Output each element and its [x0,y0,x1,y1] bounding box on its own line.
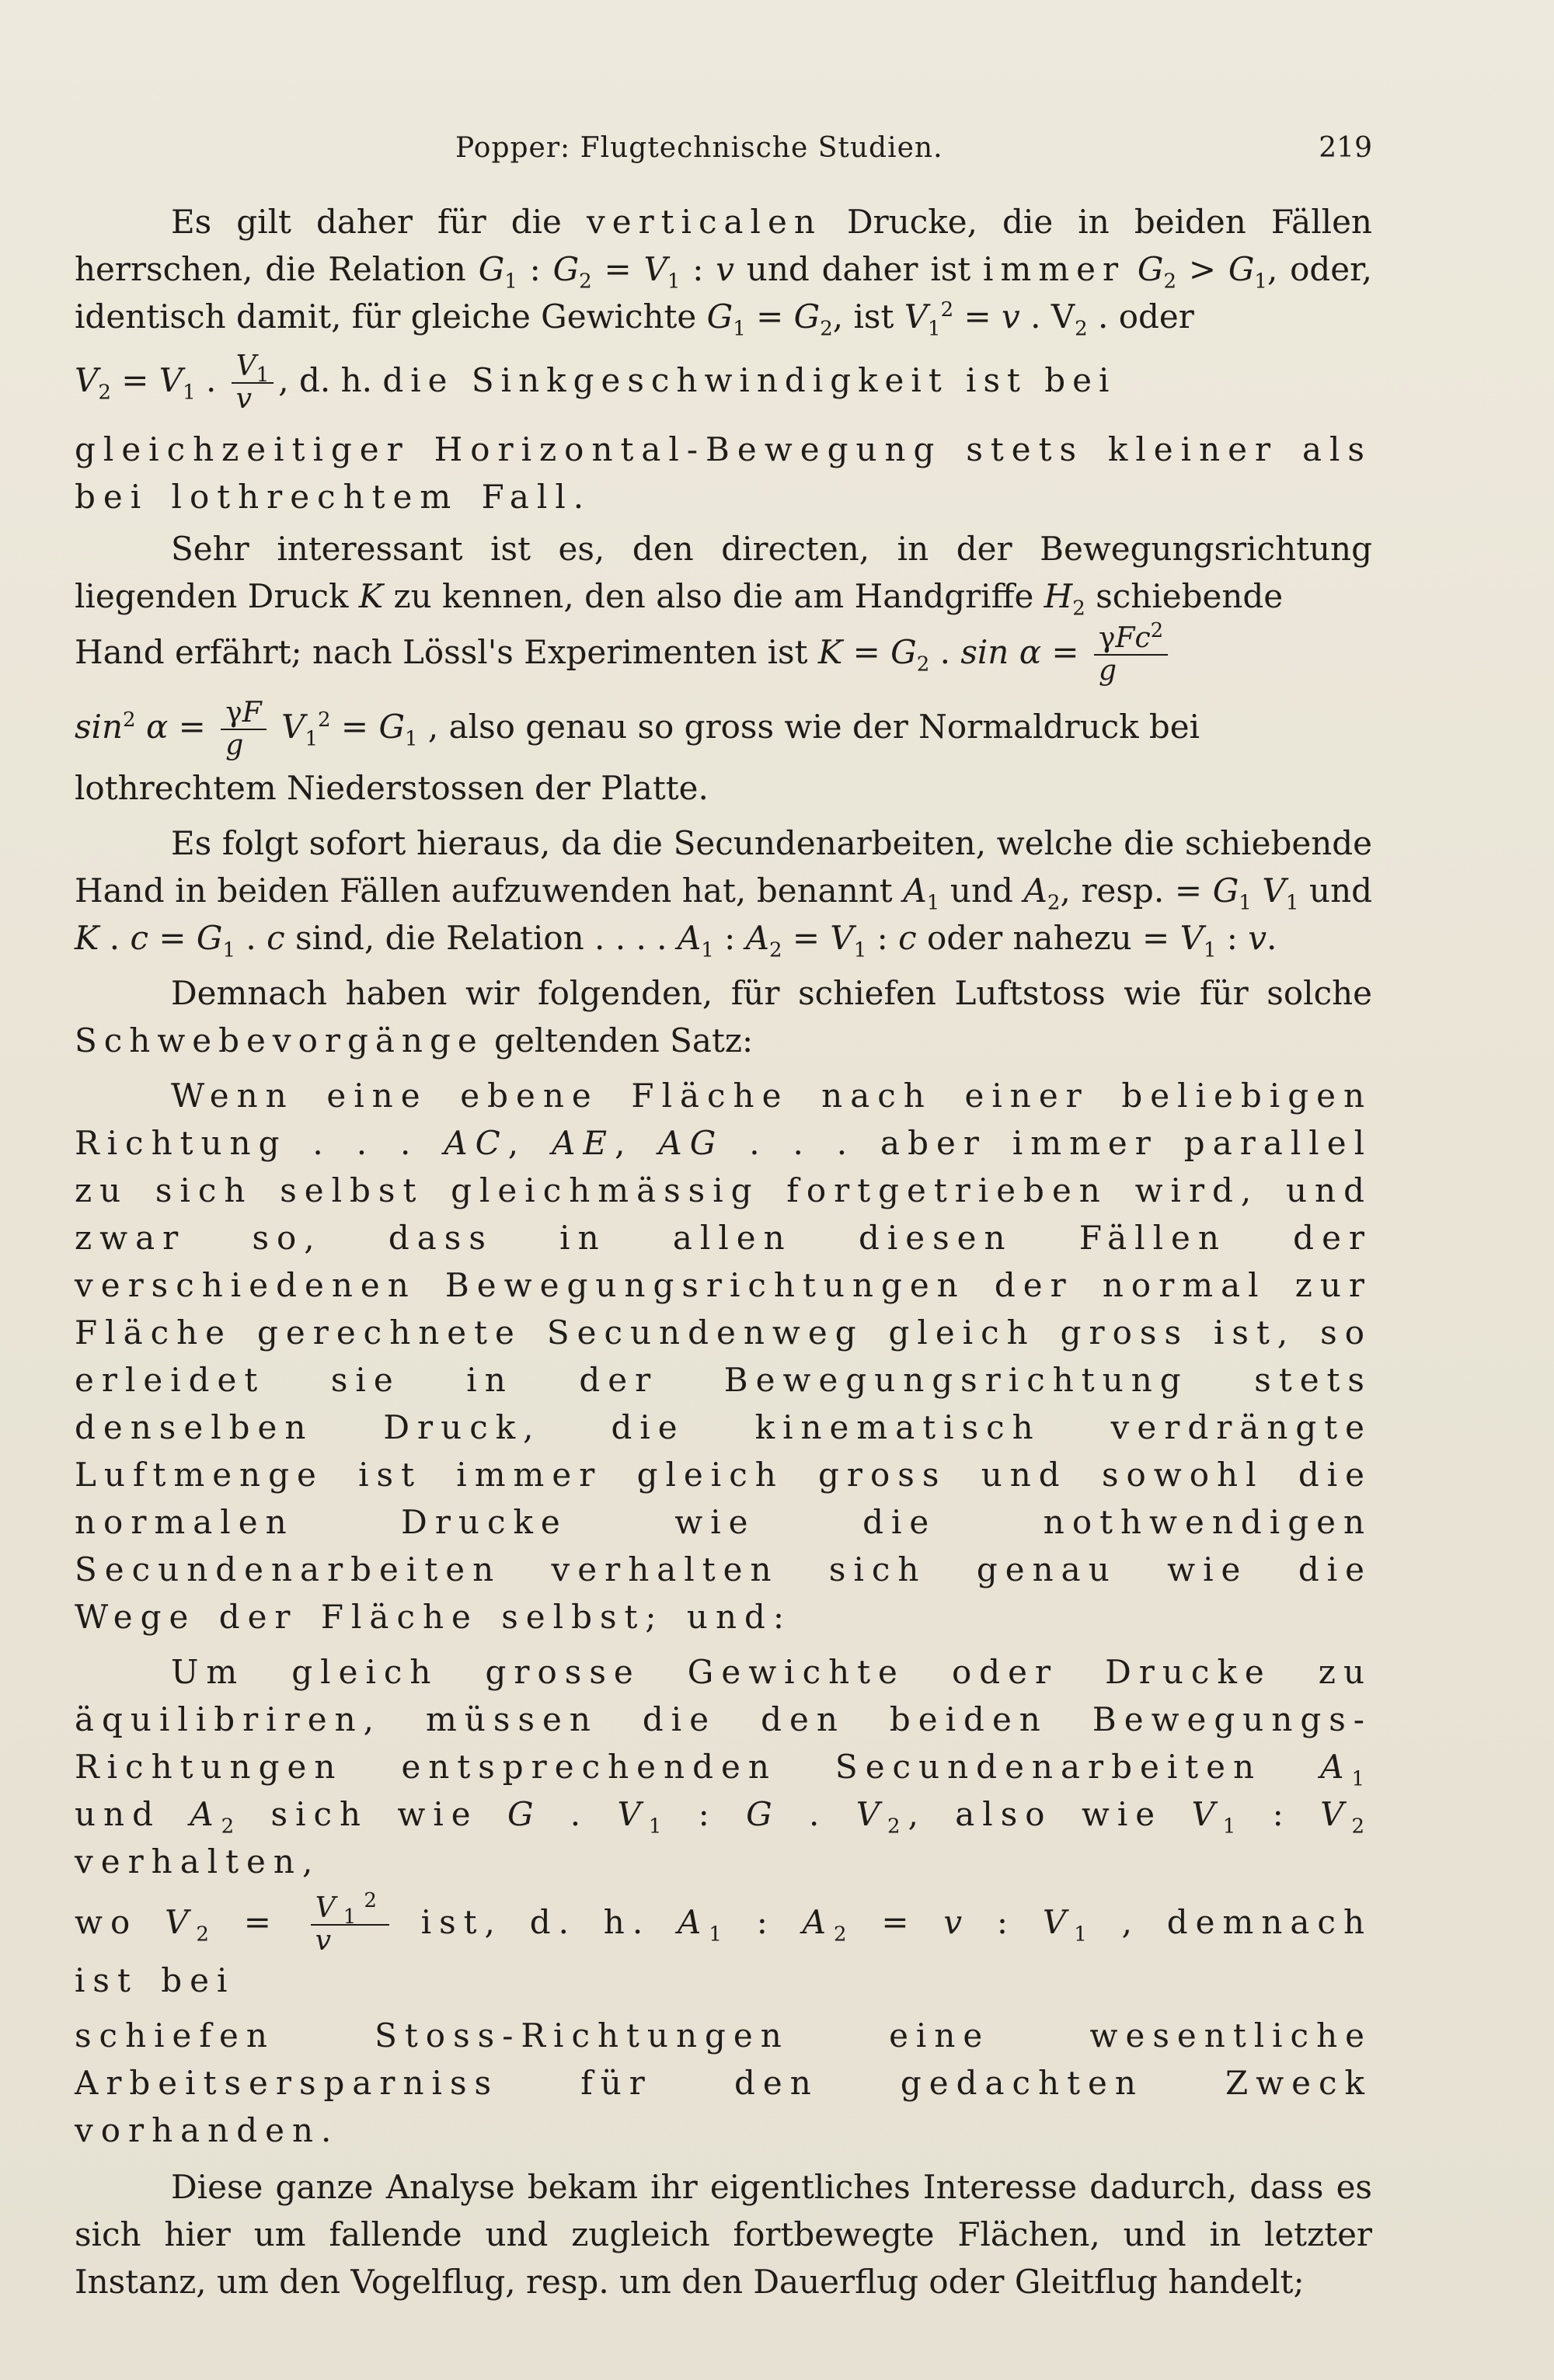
running-title: Popper: Flugtechnische Studien. [455,132,943,164]
paragraph-4: Demnach haben wir folgenden, für schiefen Luftstoss wie für solche Schwebevorgänge geltenden Satz: [75,974,1372,1060]
body-text [75,198,1372,2309]
fraction-v1-over-v: $\frac{V_1}{v}$ [232,351,274,415]
fraction-v1sq-over-v: $\frac{V_1^2}{v}$ [311,1893,389,1957]
paragraph-7: Diese ganze Analyse bekam ihr eigentliches Interesse dadurch, dass es sich hier um fallende und zugleich fortbewegte Flächen, und in letzter Instanz, um den Vogelflug, resp. um den Dauerflug oder Gleitflug handelt; [75,2168,1372,2301]
fraction-gamma-fc2-over-g: $\frac{\gamma Fc^2}{g}$ [1094,623,1168,687]
paragraph-1: Es gilt daher für die verticalen Drucke, die in beiden Fällen herrschen, die Relation $G_1$ : $G_2 = V_1$ : v und daher ist immer $G_2 > G_1$, oder, identisch damit, für gleiche Gewichte $G_1 = G_2$, ist $V_1^2 = v$ . $V_2$ . oder [75,203,1372,341]
paragraph-6: Um gleich grosse Gewichte oder Drucke zu äquilibriren, müssen die den beiden Bewegungs- Richtungen entsprechenden Secundenarbeiten $A_1$ und $A_2$ sich wie G . $V_1$ : G . $V_2$, also wie $V_1$ : $V_2$ verhalten, [75,1653,1372,1881]
paragraph-2-formula-1: Hand erfährt; nach Lössl's Experimenten ist $K = G_2$ . sin α = $\frac{\gamma Fc^2}{g}$ [75,623,1372,687]
paragraph-6-formula: wo $V_2$ = $\frac{V_1^2}{v}$ ist, d. h. $A_1$ : $A_2 = v$ : $V_1$ , demnach ist bei [75,1889,1372,1999]
page-header [75,132,1372,171]
paragraph-2: Sehr interessant ist es, den directen, in der Bewegungsrichtung liegenden Druck K zu kennen, den also die am Handgriffe $H_2$ schiebende [75,530,1372,621]
paragraph-2-formula-2: $\sin^2 \alpha$ = $\frac{\gamma F}{g}$ $V_1^2 = G_1$ , also genau so gross wie der Normaldruck bei [75,697,1200,761]
paragraph-6-end: schiefen Stoss-Richtungen eine wesentliche Arbeitsersparniss für den gedachten Zweck vorhanden. [75,2016,1372,2149]
paragraph-1-formula: $V_2 = V_1$ . $\frac{V_1}{v}$ , d. h. die Sinkgeschwindigkeit ist bei [75,350,1117,415]
page-number: 219 [1319,132,1372,164]
paragraph-2-end: lothrechtem Niederstossen der Platte. [75,769,709,807]
fraction-gamma-f-over-g: $\frac{\gamma F}{g}$ [221,698,267,761]
paragraph-5: Wenn eine ebene Fläche nach einer beliebigen Richtung . . . AC, AE, AG . . . aber immer parallel zu sich selbst gleichmässig fortgetrieben wird, und zwar so, dass in allen diesen Fällen der verschiedenen Bewegungsrichtungen der normal zur Fläche gerechnete Secundenweg gleich gross ist, so erleidet sie in der Bewegungsrichtung stets denselben Druck, die kinematisch verdrängte Luftmenge ist immer gleich gross und sowohl die normalen Drucke wie die nothwendigen Secundenarbeiten verhalten sich genau wie die Wege der Fläche selbst; und: [75,1077,1373,1636]
paragraph-1-end: gleichzeitiger Horizontal-Bewegung stets kleiner als bei lothrechtem Fall. [75,430,1372,516]
paragraph-3: Es folgt sofort hieraus, da die Secundenarbeiten, welche die schiebende Hand in beiden Fällen aufzuwenden hat, benannt $A_1$ und $A_2$, resp. = $G_1$ $V_1$ und K . $c = G_1$ . c sind, die Relation . . . . $A_1$ : $A_2 = V_1$ : c oder nahezu = $V_1$ : v. [75,824,1373,962]
